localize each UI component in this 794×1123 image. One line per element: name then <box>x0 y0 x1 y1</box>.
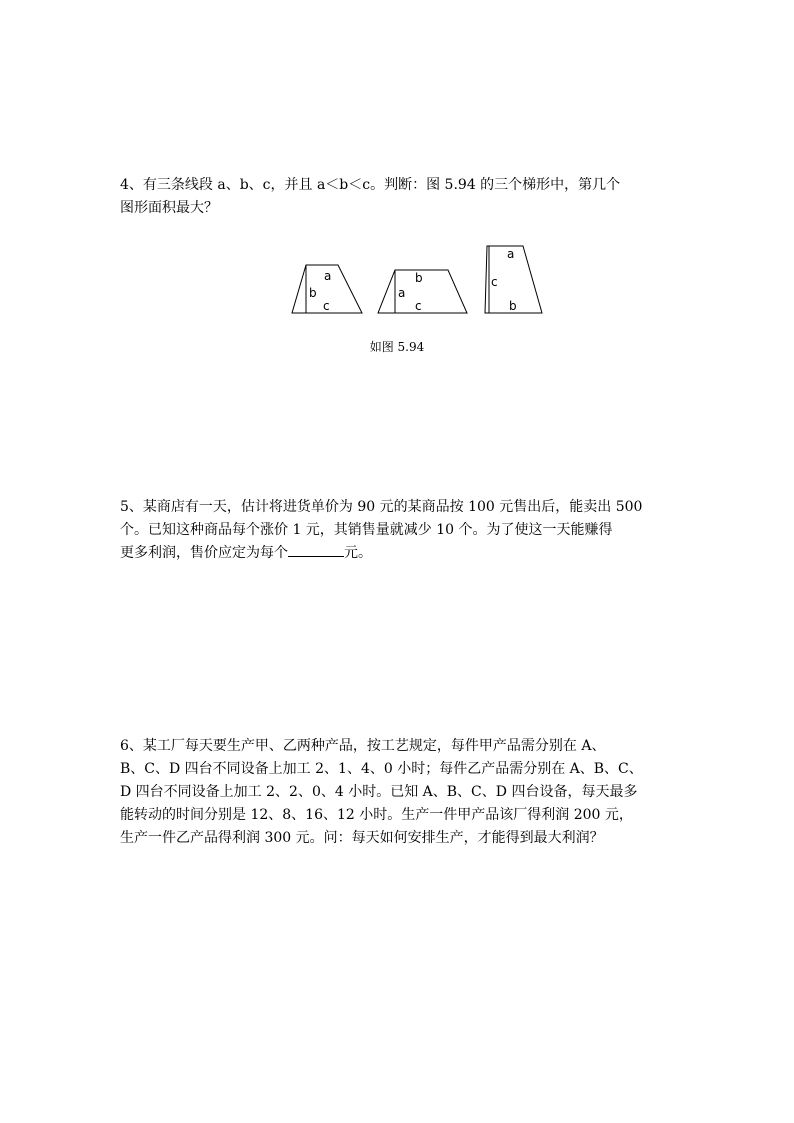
problem-5-line-1: 5、某商店有一天，估计将进货单价为 90 元的某商品按 100 元售出后，能卖出 500 <box>120 499 643 515</box>
trapezoid-3-label-a: a <box>507 247 515 261</box>
problem-5-line-3-before: 更多利润，售价应定为每个 <box>120 545 288 561</box>
problem-5-line-3-after: 元。 <box>344 545 372 561</box>
problem-5-line-3 <box>120 542 680 565</box>
problem-6-line-3: D 四台不同设备上加工 2、2、0、4 小时。已知 A、B、C、D 四台设备，每天最多 <box>120 784 638 800</box>
trapezoid-3-label-c: c <box>491 275 498 289</box>
trapezoid-2-label-c: c <box>415 299 422 313</box>
problem-6-line-5: 生产一件乙产品得利润 300 元。问：每天如何安排生产，才能得到最大利润？ <box>120 830 604 846</box>
trapezoid-1-label-a: a <box>324 269 332 283</box>
problem-5 <box>120 496 680 565</box>
problem-4 <box>120 174 680 220</box>
trapezoid-figure <box>286 240 548 320</box>
problem-6-line-1: 6、某工厂每天要生产甲、乙两种产品，按工艺规定，每件甲产品需分别在 A、 <box>120 738 606 754</box>
figure-caption: 如图 5.94 <box>369 340 425 354</box>
problem-6-line-2: B、C、D 四台不同设备上加工 2、1、4、0 小时；每件乙产品需分别在 A、B、C、 <box>120 761 643 777</box>
answer-blank[interactable] <box>288 542 344 557</box>
trapezoid-1-label-b: b <box>309 286 317 300</box>
problem-4-line-2: 图形面积最大？ <box>120 200 218 216</box>
trapezoid-1-label-c: c <box>323 299 330 313</box>
problem-6 <box>120 735 680 850</box>
trapezoid-3-label-b: b <box>509 299 517 313</box>
trapezoid-2-label-a: a <box>398 286 406 300</box>
trapezoid-2-label-b: b <box>415 271 423 285</box>
problem-6-line-4: 能转动的时间分别是 12、8、16、12 小时。生产一件甲产品该厂得利润 200 元， <box>120 807 633 823</box>
problem-5-line-2: 个。已知这种商品每个涨价 1 元，其销售量就减少 10 个。为了使这一天能赚得 <box>120 522 613 538</box>
problem-4-line-1: 4、有三条线段 a、b、c，并且 a＜b＜c。判断：图 5.94 的三个梯形中，第几个 <box>120 177 621 193</box>
